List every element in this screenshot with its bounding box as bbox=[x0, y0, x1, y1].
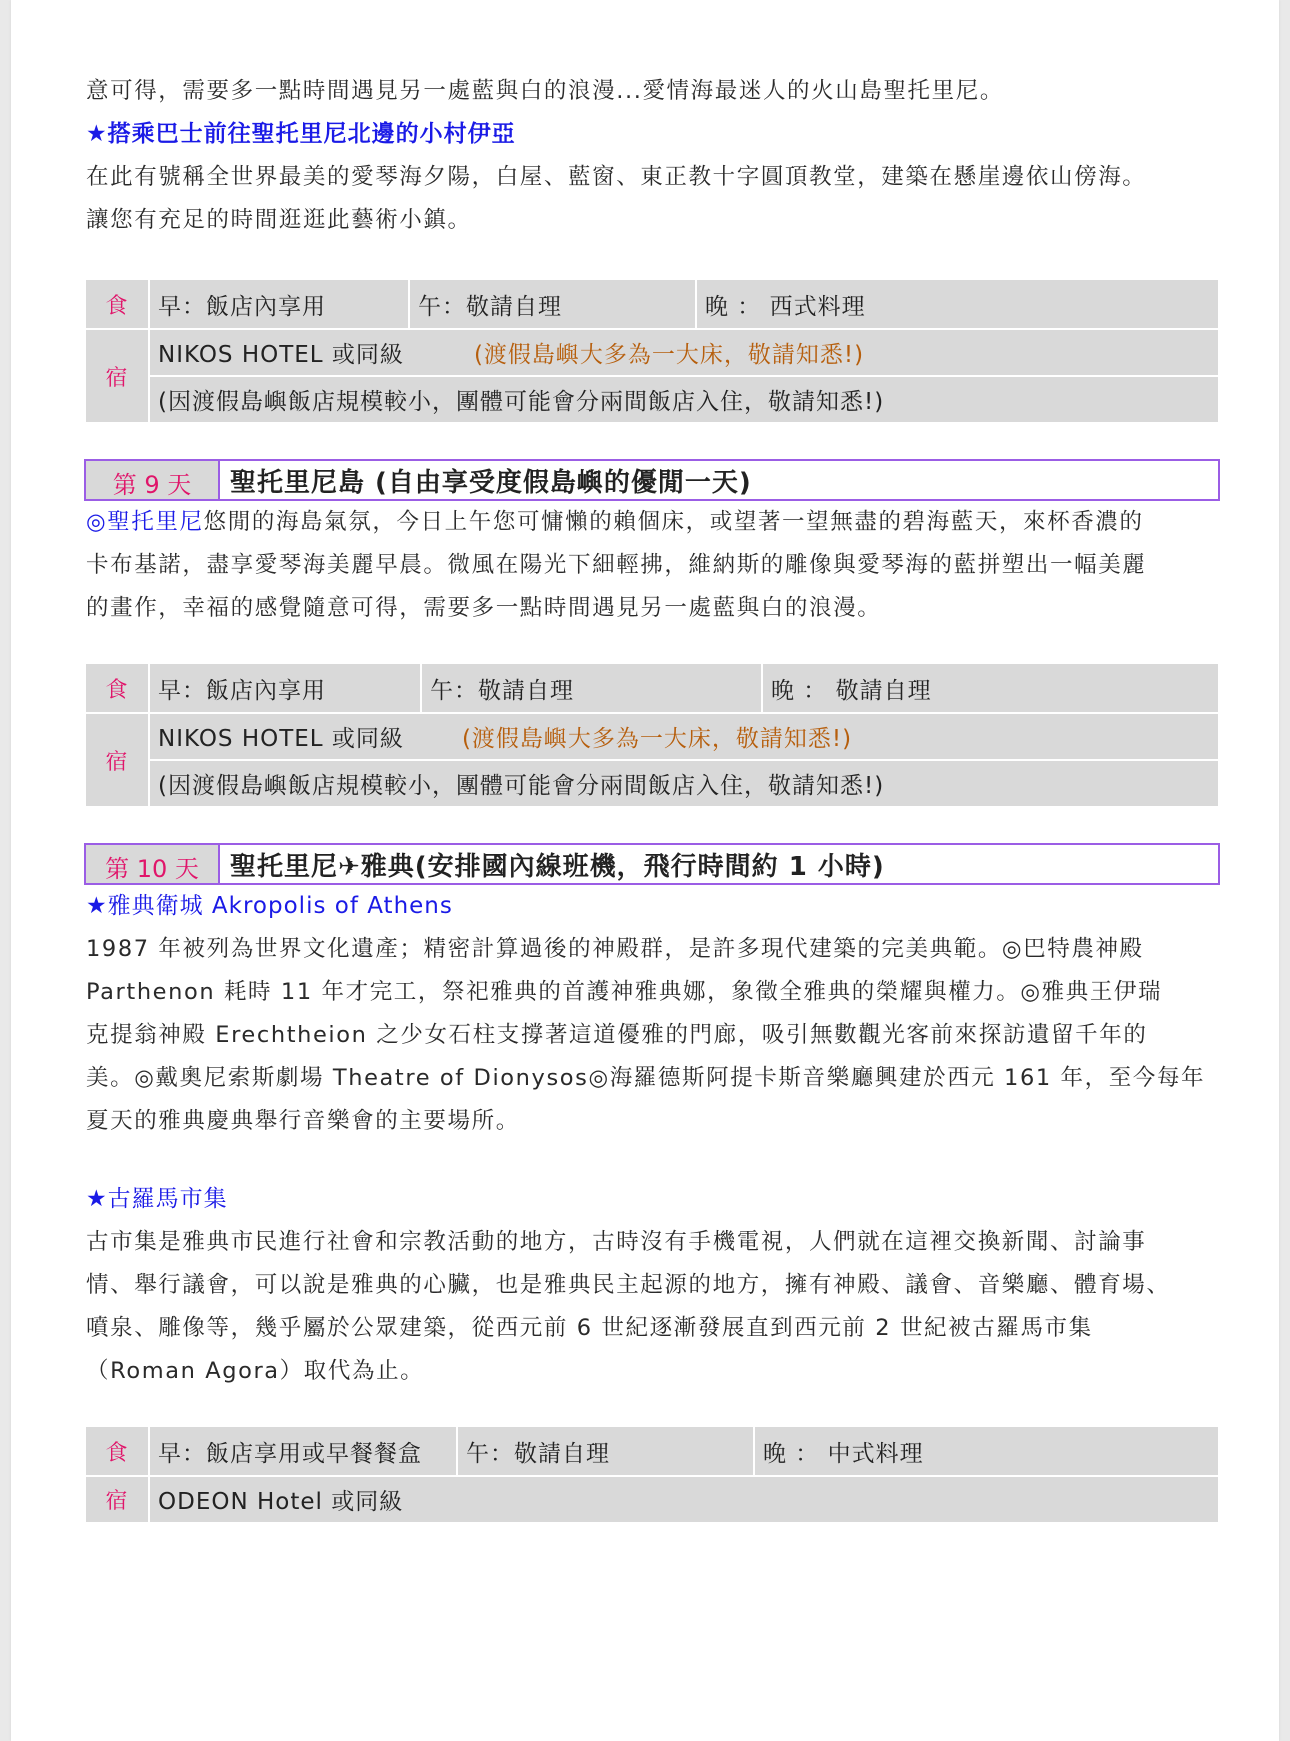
dinner-cell: 晚 ： 敬請自理 bbox=[763, 664, 1218, 712]
lunch-cell: 午：敬請自理 bbox=[422, 664, 761, 712]
day9-header bbox=[84, 459, 1220, 501]
food-label: 食 bbox=[86, 280, 148, 328]
stay-label: 宿 bbox=[86, 1477, 148, 1522]
day10-header bbox=[84, 843, 1220, 885]
food-label: 食 bbox=[86, 1427, 148, 1475]
hotel-note: (因渡假島嶼飯店規模較小，團體可能會分兩間飯店入住，敬請知悉!) bbox=[150, 761, 1218, 806]
meal-table-day9 bbox=[84, 662, 1220, 808]
oia-text-line: 讓您有充足的時間逛逛此藝術小鎮。 bbox=[86, 207, 472, 233]
day9-text-line: 的畫作，幸福的感覺隨意可得，需要多一點時間遇見另一處藍與白的浪漫。 bbox=[86, 595, 882, 621]
dinner-cell: 晚 ： 西式料理 bbox=[697, 280, 1218, 328]
hotel-cell bbox=[150, 714, 1218, 759]
acropolis-text-line: 美。◎戴奧尼索斯劇場 Theatre of Dionysos◎海羅德斯阿提卡斯音樂廳興建於西元 161 年，至今每年 bbox=[86, 1065, 1206, 1091]
day10-title: 聖托里尼✈雅典(安排國內線班機，飛行時間約 1 小時) bbox=[230, 851, 885, 882]
acropolis-text-line: 1987 年被列為世界文化遺產；精密計算過後的神殿群，是許多現代建築的完美典範。◎巴特農神殿 bbox=[86, 936, 1144, 962]
dinner-cell: 晚 ： 中式料理 bbox=[755, 1427, 1218, 1475]
agora-text-line: 噴泉、雕像等，幾乎屬於公眾建築，從西元前 6 世紀逐漸發展直到西元前 2 世紀被古羅馬市集 bbox=[86, 1315, 1093, 1341]
day9-title: 聖托里尼島 (自由享受度假島嶼的優閒一天) bbox=[230, 467, 752, 498]
hotel-cell: ODEON Hotel 或同級 bbox=[150, 1477, 1218, 1522]
meal-table-day8 bbox=[84, 278, 1220, 424]
santorini-marker: ◎聖托里尼 bbox=[86, 509, 204, 535]
stay-label: 宿 bbox=[86, 714, 148, 806]
document-page bbox=[11, 0, 1279, 1741]
acropolis-text-line: 克提翁神殿 Erechtheion 之少女石柱支撐著這道優雅的門廊，吸引無數觀光客前來探訪遺留千年的 bbox=[86, 1022, 1148, 1048]
lunch-cell: 午：敬請自理 bbox=[458, 1427, 753, 1475]
stay-label: 宿 bbox=[86, 330, 148, 422]
hotel-cell bbox=[150, 330, 1218, 375]
agora-heading: ★古羅馬市集 bbox=[86, 1186, 228, 1212]
day9-text-line: 卡布基諾，盡享愛琴海美麗早晨。微風在陽光下細輕拂，維納斯的雕像與愛琴海的藍拼塑出一幅美麗 bbox=[86, 552, 1147, 578]
breakfast-cell: 早：飯店享用或早餐餐盒 bbox=[150, 1427, 456, 1475]
hotel-name: NIKOS HOTEL 或同級 bbox=[158, 726, 404, 752]
oia-text-line: 在此有號稱全世界最美的愛琴海夕陽，白屋、藍窗、東正教十字圓頂教堂，建築在懸崖邊依山傍海。 bbox=[86, 164, 1147, 190]
agora-text-line: 古市集是雅典市民進行社會和宗教活動的地方，古時沒有手機電視，人們就在這裡交換新聞、討論事 bbox=[86, 1229, 1147, 1255]
oia-heading: ★搭乘巴士前往聖托里尼北邊的小村伊亞 bbox=[86, 121, 516, 147]
hotel-note: (渡假島嶼大多為一大床，敬請知悉!) bbox=[461, 726, 853, 752]
agora-text-line: 情、舉行議會，可以說是雅典的心臟，也是雅典民主起源的地方，擁有神殿、議會、音樂廳、體育場、 bbox=[86, 1272, 1171, 1298]
day9-label: 第 9 天 bbox=[86, 461, 220, 499]
food-label: 食 bbox=[86, 664, 148, 712]
lunch-cell: 午：敬請自理 bbox=[410, 280, 695, 328]
acropolis-text-line: 夏天的雅典慶典舉行音樂會的主要場所。 bbox=[86, 1108, 520, 1134]
day10-label: 第 10 天 bbox=[86, 845, 220, 883]
acropolis-heading: ★雅典衛城 Akropolis of Athens bbox=[86, 893, 453, 919]
intro-text-line: 意可得，需要多一點時間遇見另一處藍與白的浪漫...愛情海最迷人的火山島聖托里尼。 bbox=[86, 78, 1004, 104]
itinerary-content bbox=[86, 70, 1218, 1524]
acropolis-text-line: Parthenon 耗時 11 年才完工，祭祀雅典的首護神雅典娜，象徵全雅典的榮耀與權力。◎雅典王伊瑞 bbox=[86, 979, 1163, 1005]
breakfast-cell: 早：飯店內享用 bbox=[150, 280, 408, 328]
breakfast-cell: 早：飯店內享用 bbox=[150, 664, 420, 712]
meal-table-day10 bbox=[84, 1425, 1220, 1524]
day9-text-line: ◎聖托里尼悠閒的海島氣氛，今日上午您可慵懶的賴個床，或望著一望無盡的碧海藍天，來杯香濃的 bbox=[86, 509, 1144, 535]
hotel-note: (渡假島嶼大多為一大床，敬請知悉!) bbox=[473, 342, 865, 368]
hotel-note: (因渡假島嶼飯店規模較小，團體可能會分兩間飯店入住，敬請知悉!) bbox=[150, 377, 1218, 422]
hotel-name: NIKOS HOTEL 或同級 bbox=[158, 342, 404, 368]
agora-text-line: （Roman Agora）取代為止。 bbox=[86, 1358, 425, 1384]
